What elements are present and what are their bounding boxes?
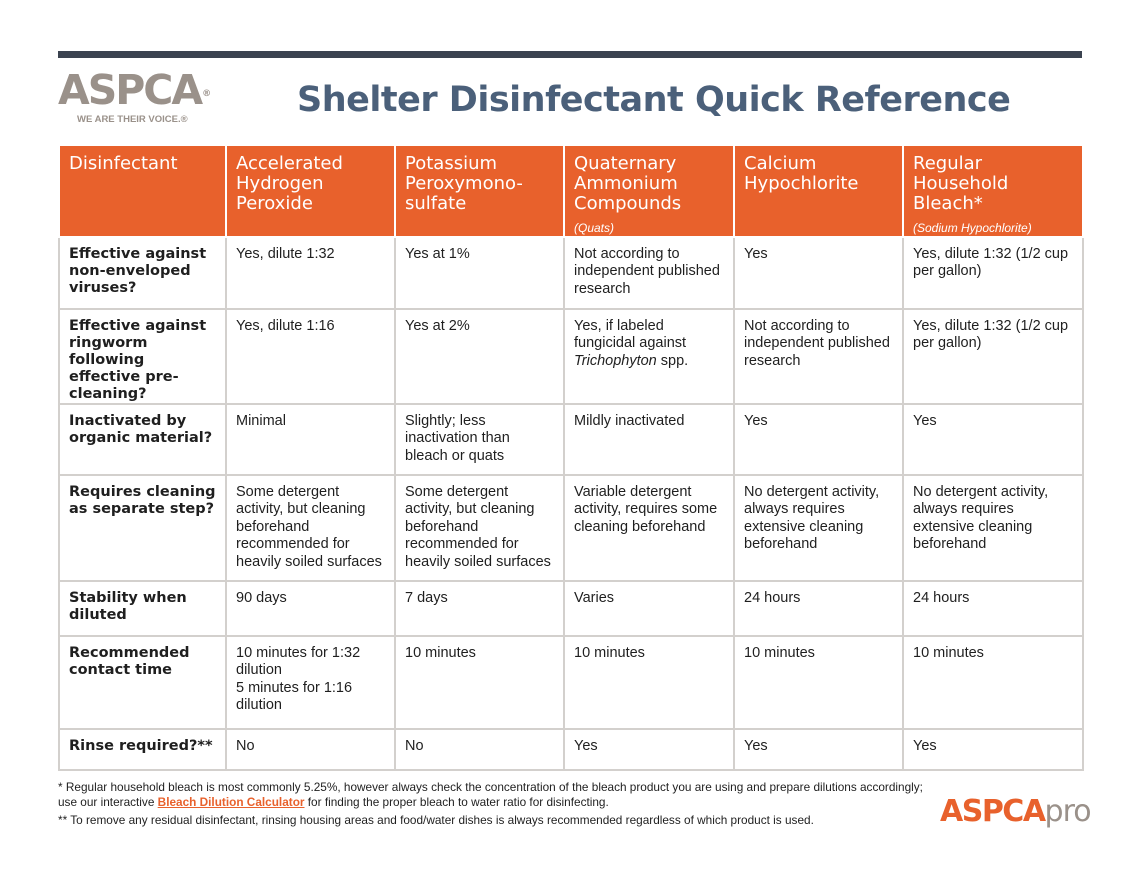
column-header-sublabel: (Sodium Hypochlorite) (913, 221, 1032, 235)
column-header (395, 146, 564, 237)
row-header: Stability when diluted (59, 581, 226, 636)
column-header-label: Quaternary Ammonium Compounds (574, 153, 682, 214)
table-row (59, 237, 1083, 309)
footnote-text: * Regular household bleach is most commonly 5.25%, however always check the concentration of the bleach product you are using and prepare dilutions accordingly; use our interactive (58, 780, 923, 809)
bleach-calculator-link[interactable]: Bleach Dilution Calculator (157, 795, 305, 809)
aspca-logo[interactable] (58, 66, 218, 134)
table-cell: Yes (734, 404, 903, 475)
footnote-rinse: ** To remove any residual disinfectant, rinsing housing areas and food/water dishes is always recommended regardless of which product is used. (58, 813, 814, 827)
table-cell: Yes, dilute 1:32 (226, 237, 395, 309)
table-cell: Yes (903, 729, 1083, 770)
column-header (564, 146, 734, 237)
table-cell: Yes (564, 729, 734, 770)
column-header (903, 146, 1083, 237)
table-cell (564, 309, 734, 404)
table-cell: Yes, dilute 1:32 (1/2 cup per gallon) (903, 309, 1083, 404)
cell-text-tail: spp. (656, 352, 689, 369)
logo-tagline: WE ARE THEIR VOICE.® (77, 114, 188, 125)
row-header: Requires cleaning as separate step? (59, 475, 226, 581)
table-cell: Yes, dilute 1:16 (226, 309, 395, 404)
pro-logo-suffix: pro (1044, 794, 1091, 829)
cell-line: 10 minutes for 1:32 dilution (236, 645, 361, 679)
table-row (59, 309, 1083, 404)
cell-line: 5 minutes for 1:16 dilution (236, 679, 353, 714)
table-cell: Mildly inactivated (564, 404, 734, 475)
column-header-label: Accelerated Hydrogen Peroxide (236, 153, 343, 214)
table-cell: Not according to independent published research (734, 309, 903, 404)
column-header (226, 146, 395, 237)
table-cell: 24 hours (903, 581, 1083, 636)
row-header: Recommended contact time (59, 636, 226, 729)
table-cell: 90 days (226, 581, 395, 636)
table-cell: Yes, dilute 1:32 (1/2 cup per gallon) (903, 237, 1083, 309)
table-cell: 24 hours (734, 581, 903, 636)
top-rule (58, 51, 1082, 58)
logo-word-text: ASPCA (58, 66, 202, 114)
footnotes (58, 780, 938, 831)
aspca-pro-logo[interactable] (940, 794, 1091, 834)
logo-registered-mark: ® (202, 89, 210, 99)
table-cell: No (395, 729, 564, 770)
row-header: Inactivated by organic material? (59, 404, 226, 475)
footnote-text: for finding the proper bleach to water ratio for disinfecting. (304, 795, 609, 809)
column-header (59, 146, 226, 237)
table-row (59, 404, 1083, 475)
table-cell: 7 days (395, 581, 564, 636)
table-cell: Yes (903, 404, 1083, 475)
cell-italic-text: Trichophyton (574, 352, 657, 369)
table-cell: Minimal (226, 404, 395, 475)
table-cell: 10 minutes (564, 636, 734, 729)
row-header: Effective against ringworm following effective pre-cleaning? (59, 309, 226, 404)
table-cell: Not according to independent published research (564, 237, 734, 309)
table-cell: No (226, 729, 395, 770)
table-cell: Some detergent activity, but cleaning beforehand recommended for heavily soiled surfaces (395, 475, 564, 581)
column-header-label: Regular Household Bleach* (913, 153, 1009, 214)
table-cell: Yes at 1% (395, 237, 564, 309)
pro-logo-word: ASPCA (940, 794, 1045, 829)
cell-text: Yes, if labeled fungicidal against (574, 318, 687, 352)
table-cell: Variable detergent activity, requires some cleaning beforehand (564, 475, 734, 581)
table-cell: Some detergent activity, but cleaning beforehand recommended for heavily soiled surfaces (226, 475, 395, 581)
table-row (59, 729, 1083, 770)
table-row (59, 581, 1083, 636)
table-row (59, 636, 1083, 729)
column-header (734, 146, 903, 237)
table-cell: Yes (734, 729, 903, 770)
table-header-row (59, 146, 1083, 237)
table-cell: Yes at 2% (395, 309, 564, 404)
table-cell: 10 minutes (395, 636, 564, 729)
table-cell: 10 minutes (734, 636, 903, 729)
table-cell (226, 636, 395, 729)
table-cell: 10 minutes (903, 636, 1083, 729)
footnote-bleach (58, 780, 938, 810)
table-cell: Yes (734, 237, 903, 309)
column-header-label: Potassium Peroxymono-sulfate (405, 153, 523, 214)
disinfectant-table (58, 146, 1084, 771)
row-header: Rinse required?** (59, 729, 226, 770)
table-row (59, 475, 1083, 581)
table-cell: No detergent activity, always requires extensive cleaning beforehand (903, 475, 1083, 581)
column-header-sublabel: (Quats) (574, 221, 615, 235)
page-title: Shelter Disinfectant Quick Reference (297, 80, 1011, 120)
table-cell: Slightly; less inactivation than bleach or quats (395, 404, 564, 475)
logo-word (58, 66, 218, 114)
table-cell: Varies (564, 581, 734, 636)
column-header-label: Disinfectant (69, 153, 178, 174)
column-header-label: Calcium Hypochlorite (744, 153, 859, 194)
row-header: Effective against non-enveloped viruses? (59, 237, 226, 309)
table-cell: No detergent activity, always requires extensive cleaning beforehand (734, 475, 903, 581)
